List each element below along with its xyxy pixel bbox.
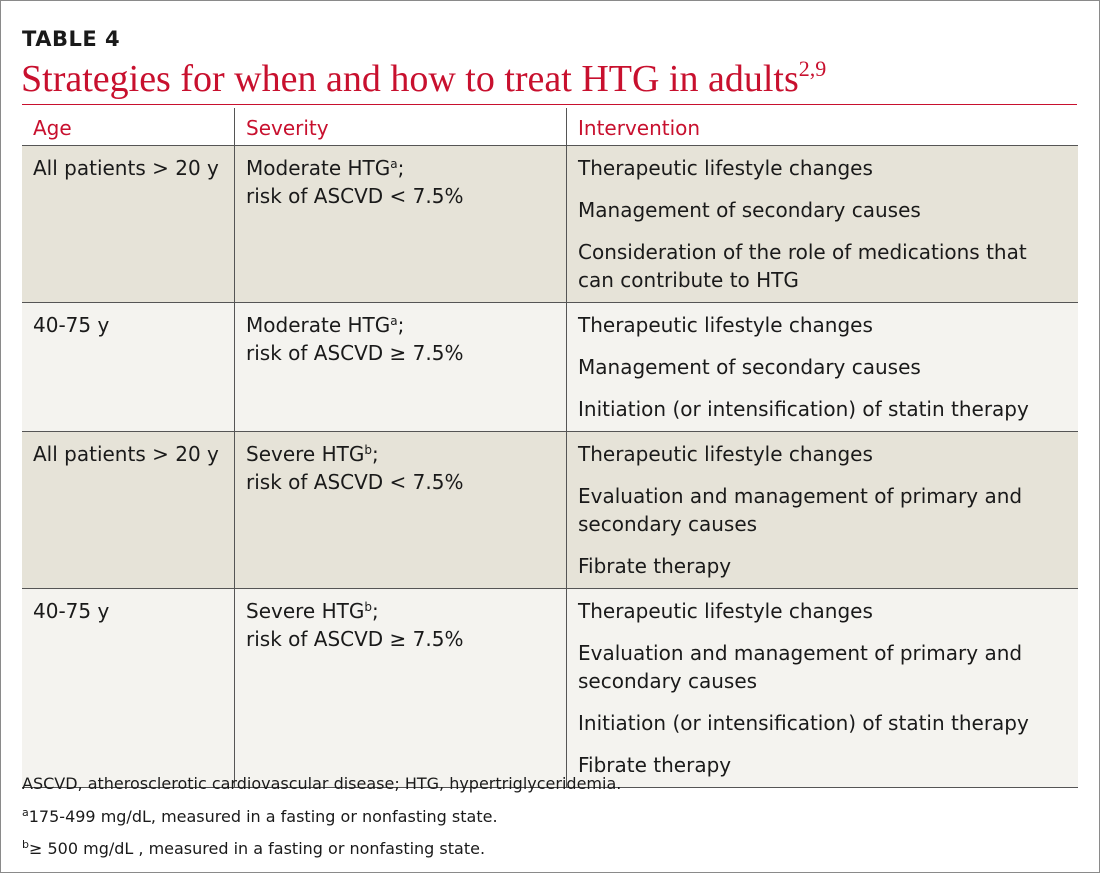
table-row — [22, 146, 1078, 303]
intervention-cell — [567, 589, 1079, 788]
age-cell: 40-75 y — [22, 303, 235, 432]
footnote-a-marker: a — [22, 806, 29, 819]
intervention-item: Consideration of the role of medications that can contribute to HTG — [578, 240, 1027, 292]
footnote-abbreviations: ASCVD, atherosclerotic cardiovascular disease; HTG, hypertriglyceridemia. — [22, 774, 622, 793]
footnote-a-text: 175-499 mg/dL, measured in a fasting or nonfasting state. — [28, 807, 498, 826]
footnote-b-marker: b — [22, 838, 29, 851]
intervention-item: Management of secondary causes — [578, 198, 921, 222]
intervention-item: Evaluation and management of primary and secondary causes — [578, 484, 1023, 536]
intervention-cell — [567, 432, 1079, 589]
intervention-item: Initiation (or intensification) of statin therapy — [578, 711, 1029, 735]
intervention-item: Therapeutic lifestyle changes — [578, 313, 873, 337]
table-label: TABLE 4 — [22, 27, 121, 51]
intervention-item: Fibrate therapy — [578, 554, 732, 578]
table-row — [22, 303, 1078, 432]
title-text: Strategies for when and how to treat HTG in adults — [21, 58, 799, 100]
title-rule — [22, 104, 1077, 105]
footnote-marker: a — [390, 157, 398, 171]
column-header-intervention: Intervention — [567, 108, 1079, 146]
severity-cell — [235, 146, 567, 303]
intervention-item: Therapeutic lifestyle changes — [578, 599, 873, 623]
column-header-age: Age — [22, 108, 235, 146]
footnote-b — [22, 838, 485, 858]
severity-separator: ; — [371, 599, 379, 623]
intervention-item: Initiation (or intensification) of statin therapy — [578, 397, 1029, 421]
intervention-item: Therapeutic lifestyle changes — [578, 156, 873, 180]
age-cell: 40-75 y — [22, 589, 235, 788]
severity-label: Moderate HTG — [246, 156, 391, 180]
age-cell: All patients > 20 y — [22, 146, 235, 303]
strategies-table — [22, 108, 1078, 788]
footnote-a — [22, 806, 498, 826]
title-citation: 2,9 — [798, 56, 827, 81]
intervention-item: Evaluation and management of primary and secondary causes — [578, 641, 1023, 693]
risk-label: risk of ASCVD < 7.5% — [246, 184, 464, 208]
intervention-item: Management of secondary causes — [578, 355, 921, 379]
intervention-cell — [567, 303, 1079, 432]
severity-cell — [235, 303, 567, 432]
risk-label: risk of ASCVD ≥ 7.5% — [246, 627, 464, 651]
footnote-b-text: ≥ 500 mg/dL , measured in a fasting or nonfasting state. — [28, 839, 486, 858]
severity-cell — [235, 432, 567, 589]
risk-label: risk of ASCVD < 7.5% — [246, 470, 464, 494]
severity-separator: ; — [397, 313, 405, 337]
severity-separator: ; — [371, 442, 379, 466]
footnote-marker: a — [390, 314, 398, 328]
table-row — [22, 432, 1078, 589]
footnote-marker: b — [364, 443, 372, 457]
intervention-item: Therapeutic lifestyle changes — [578, 442, 873, 466]
severity-cell — [235, 589, 567, 788]
intervention-cell — [567, 146, 1079, 303]
severity-label: Severe HTG — [246, 599, 365, 623]
table-title — [21, 56, 826, 101]
intervention-item: Fibrate therapy — [578, 753, 732, 777]
severity-label: Severe HTG — [246, 442, 365, 466]
footnote-marker: b — [364, 600, 372, 614]
column-header-severity: Severity — [235, 108, 567, 146]
severity-separator: ; — [397, 156, 405, 180]
age-cell: All patients > 20 y — [22, 432, 235, 589]
severity-label: Moderate HTG — [246, 313, 391, 337]
header-row — [22, 108, 1078, 146]
table-row — [22, 589, 1078, 788]
risk-label: risk of ASCVD ≥ 7.5% — [246, 341, 464, 365]
